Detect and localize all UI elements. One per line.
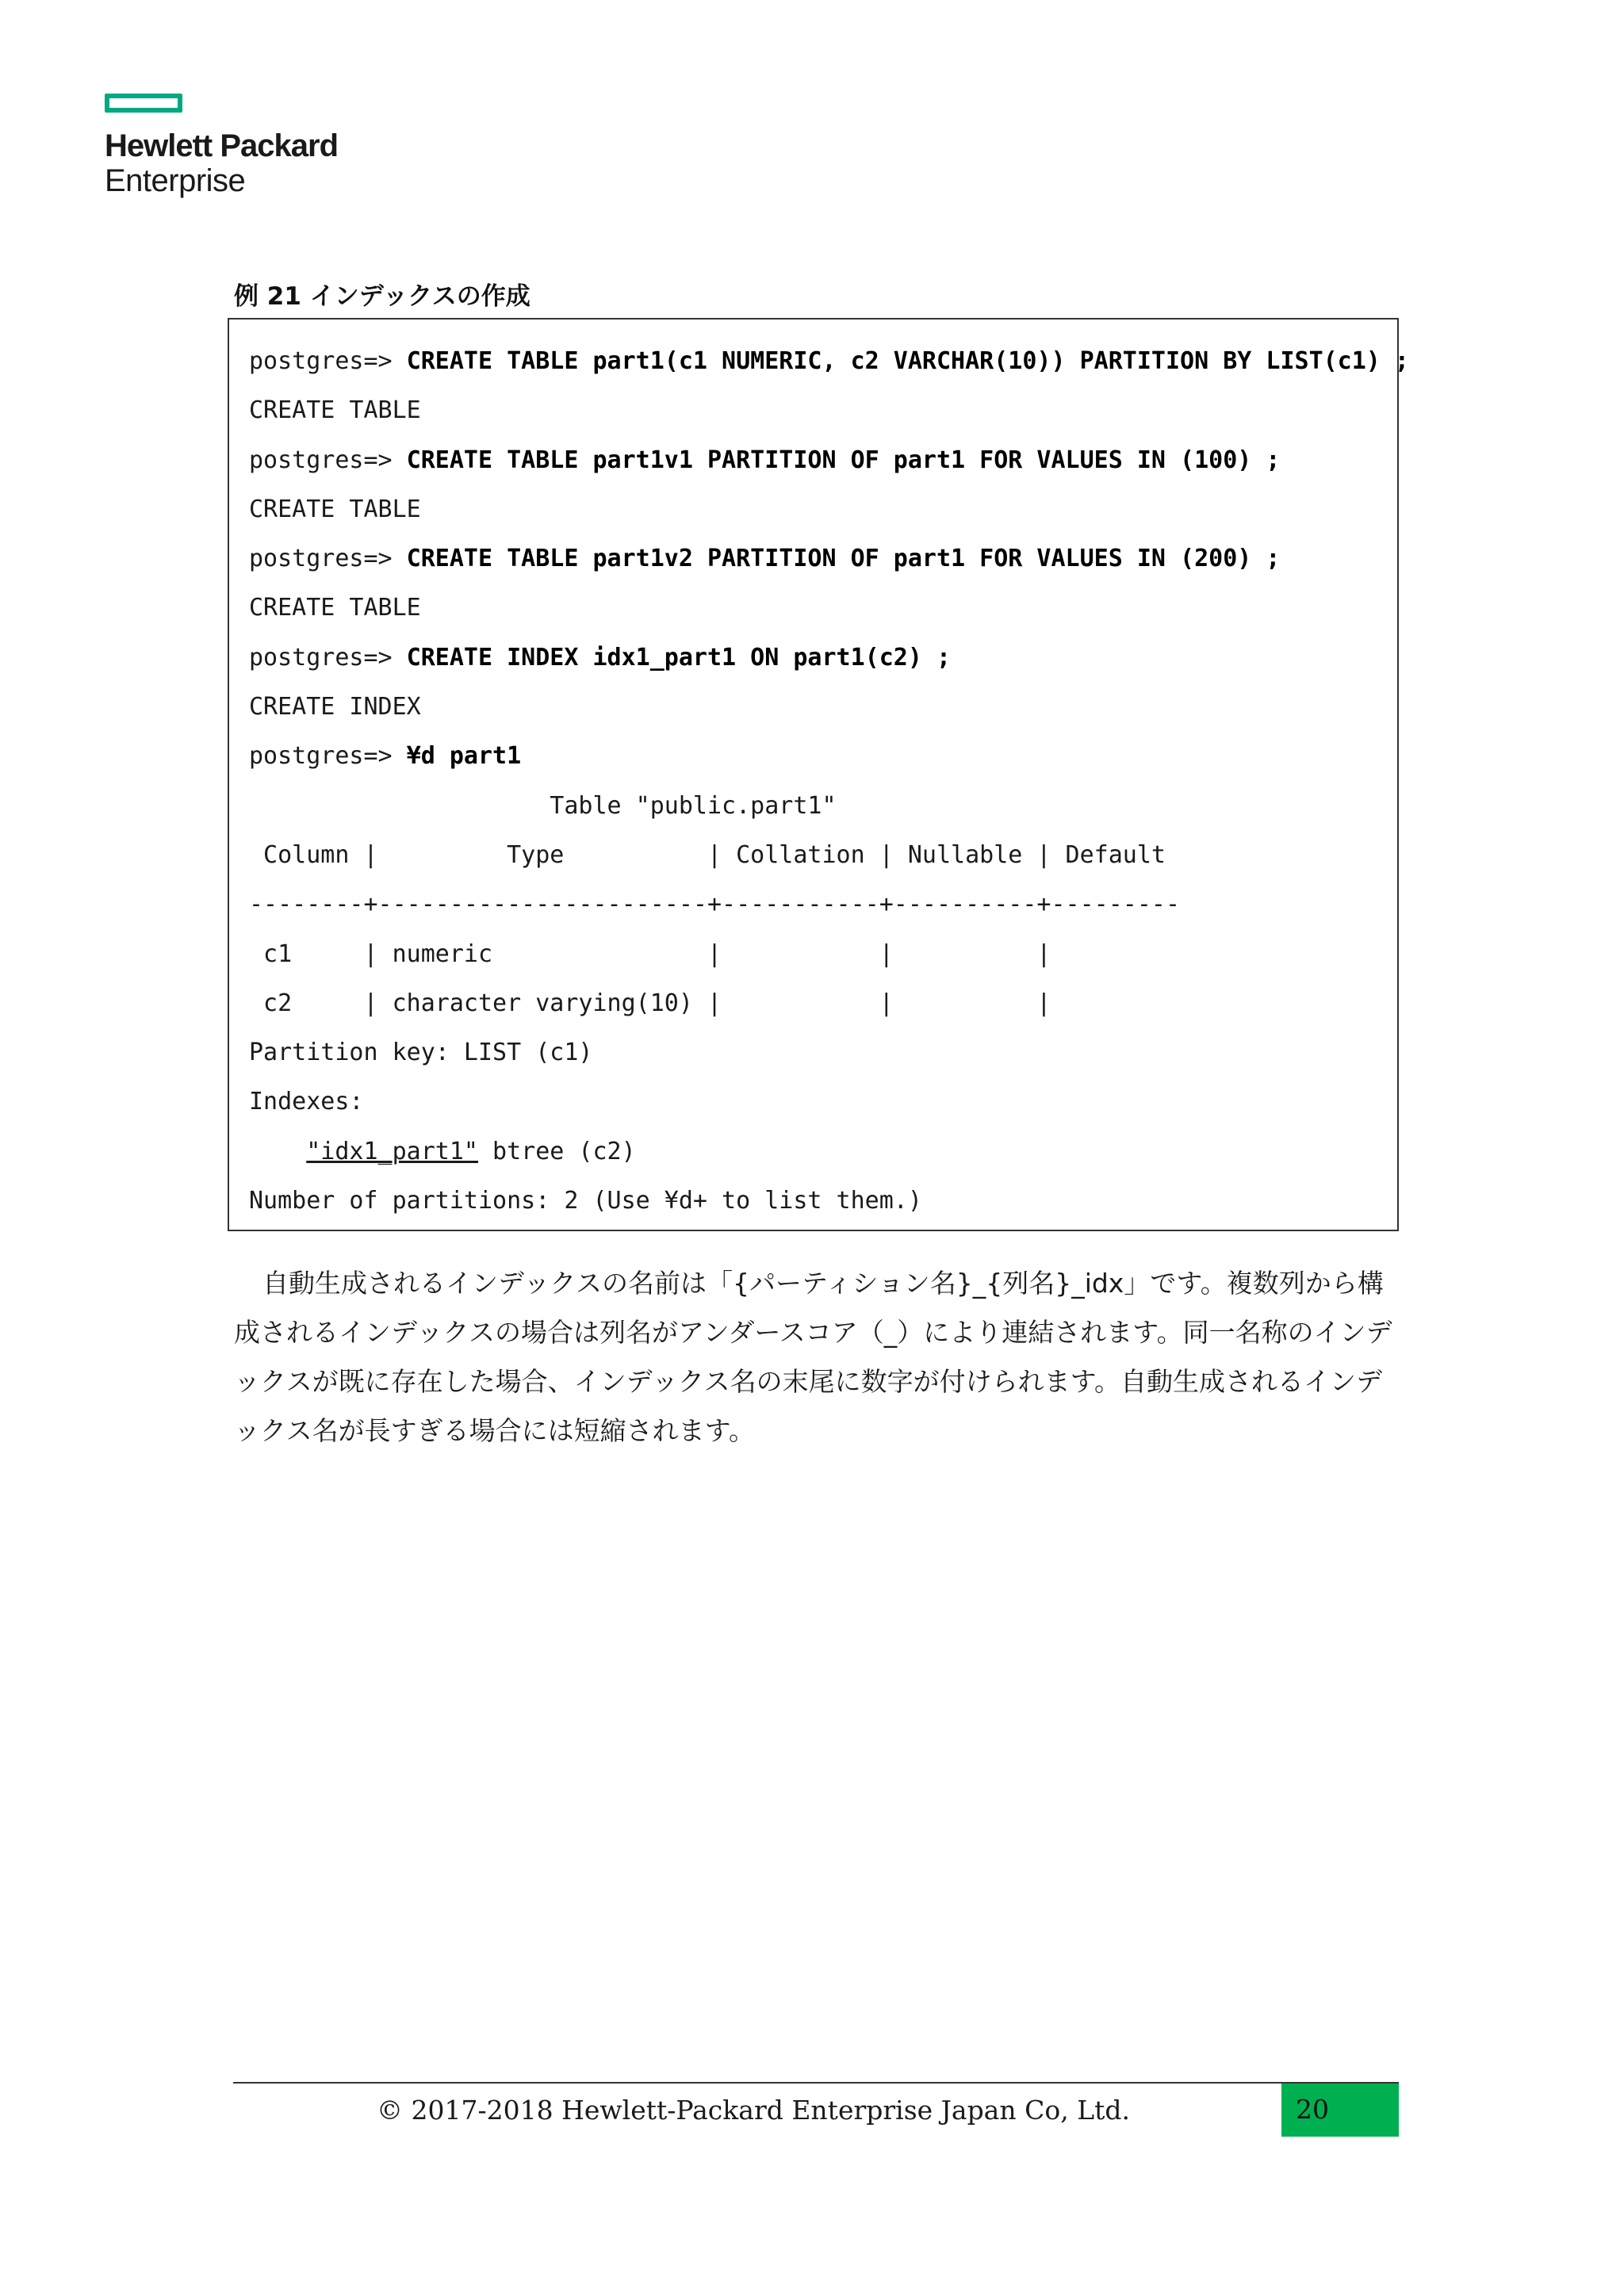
code-line bbox=[249, 436, 1397, 485]
index-line bbox=[249, 1127, 1397, 1177]
body-text bbox=[234, 1259, 1401, 1456]
code-line bbox=[249, 337, 1409, 386]
code-line bbox=[249, 633, 1397, 683]
code-prompt: postgres=> bbox=[249, 347, 407, 375]
table-row-line: c1 | numeric | | | bbox=[249, 939, 1051, 968]
code-line bbox=[249, 534, 1397, 584]
code-output-line: CREATE TABLE bbox=[249, 594, 421, 622]
code-prompt: postgres=> bbox=[249, 643, 407, 672]
page-number-box bbox=[1281, 2084, 1399, 2137]
footer-copyright: © 2017-2018 Hewlett-Packard Enterprise Japan Co, Ltd. bbox=[377, 2095, 1130, 2126]
code-command: CREATE TABLE part1(c1 NUMERIC, c2 VARCHAR(10)) PARTITION BY LIST(c1) ; bbox=[406, 347, 1409, 375]
hpe-logo bbox=[105, 94, 338, 198]
code-prompt: postgres=> bbox=[249, 545, 407, 573]
index-indent bbox=[249, 1138, 306, 1165]
code-command: CREATE TABLE part1v2 PARTITION OF part1 FOR VALUES IN (200) ; bbox=[406, 545, 1281, 573]
code-example-box bbox=[228, 318, 1409, 1231]
code-command: ¥d part1 bbox=[406, 742, 522, 771]
code-prompt: postgres=> bbox=[249, 742, 407, 771]
code-output-line: Indexes: bbox=[249, 1088, 364, 1116]
code-command: CREATE INDEX idx1_part1 ON part1(c2) ; bbox=[406, 643, 952, 672]
body-paragraph: 自動生成されるインデックスの名前は「{パーティション名}_{列名}_idx」です。複数列から構成されるインデックスの場合は列名がアンダースコア（_）により連結されます。同一名称のインデックスが既に存在した場合、インデックス名の末尾に数字が付けられます。自動生成されるインデックス名が長すぎる場合には短縮されます。 bbox=[234, 1268, 1392, 1446]
code-output-line: Partition key: LIST (c1) bbox=[249, 1039, 593, 1067]
code-prompt: postgres=> bbox=[249, 446, 407, 474]
code-output-line: Number of partitions: 2 (Use ¥d+ to list them.) bbox=[249, 1187, 922, 1215]
code-output-line: CREATE INDEX bbox=[249, 693, 421, 721]
footer-divider bbox=[233, 2082, 1399, 2084]
table-row-line: c2 | character varying(10) | | | bbox=[249, 989, 1051, 1017]
index-name: "idx1_part1" bbox=[306, 1137, 478, 1165]
example-caption: 例 21 インデックスの作成 bbox=[234, 282, 530, 311]
table-separator-line: --------+-----------------------+-----------+----------+--------- bbox=[249, 890, 1180, 919]
index-detail: btree (c2) bbox=[478, 1137, 636, 1165]
logo-text-line2: Enterprise bbox=[105, 163, 246, 198]
code-output-line: CREATE TABLE bbox=[249, 396, 421, 425]
table-header-line: Column | Type | Collation | Nullable | Default bbox=[249, 840, 1166, 869]
hpe-logo-mark bbox=[105, 94, 182, 113]
page-number: 20 bbox=[1296, 2094, 1329, 2125]
logo-text-line1: Hewlett Packard bbox=[105, 128, 339, 163]
code-line bbox=[249, 732, 1397, 781]
code-command: CREATE TABLE part1v1 PARTITION OF part1 FOR VALUES IN (100) ; bbox=[406, 446, 1281, 474]
code-output-line: CREATE TABLE bbox=[249, 495, 421, 523]
table-title-line: Table "public.part1" bbox=[249, 791, 837, 820]
